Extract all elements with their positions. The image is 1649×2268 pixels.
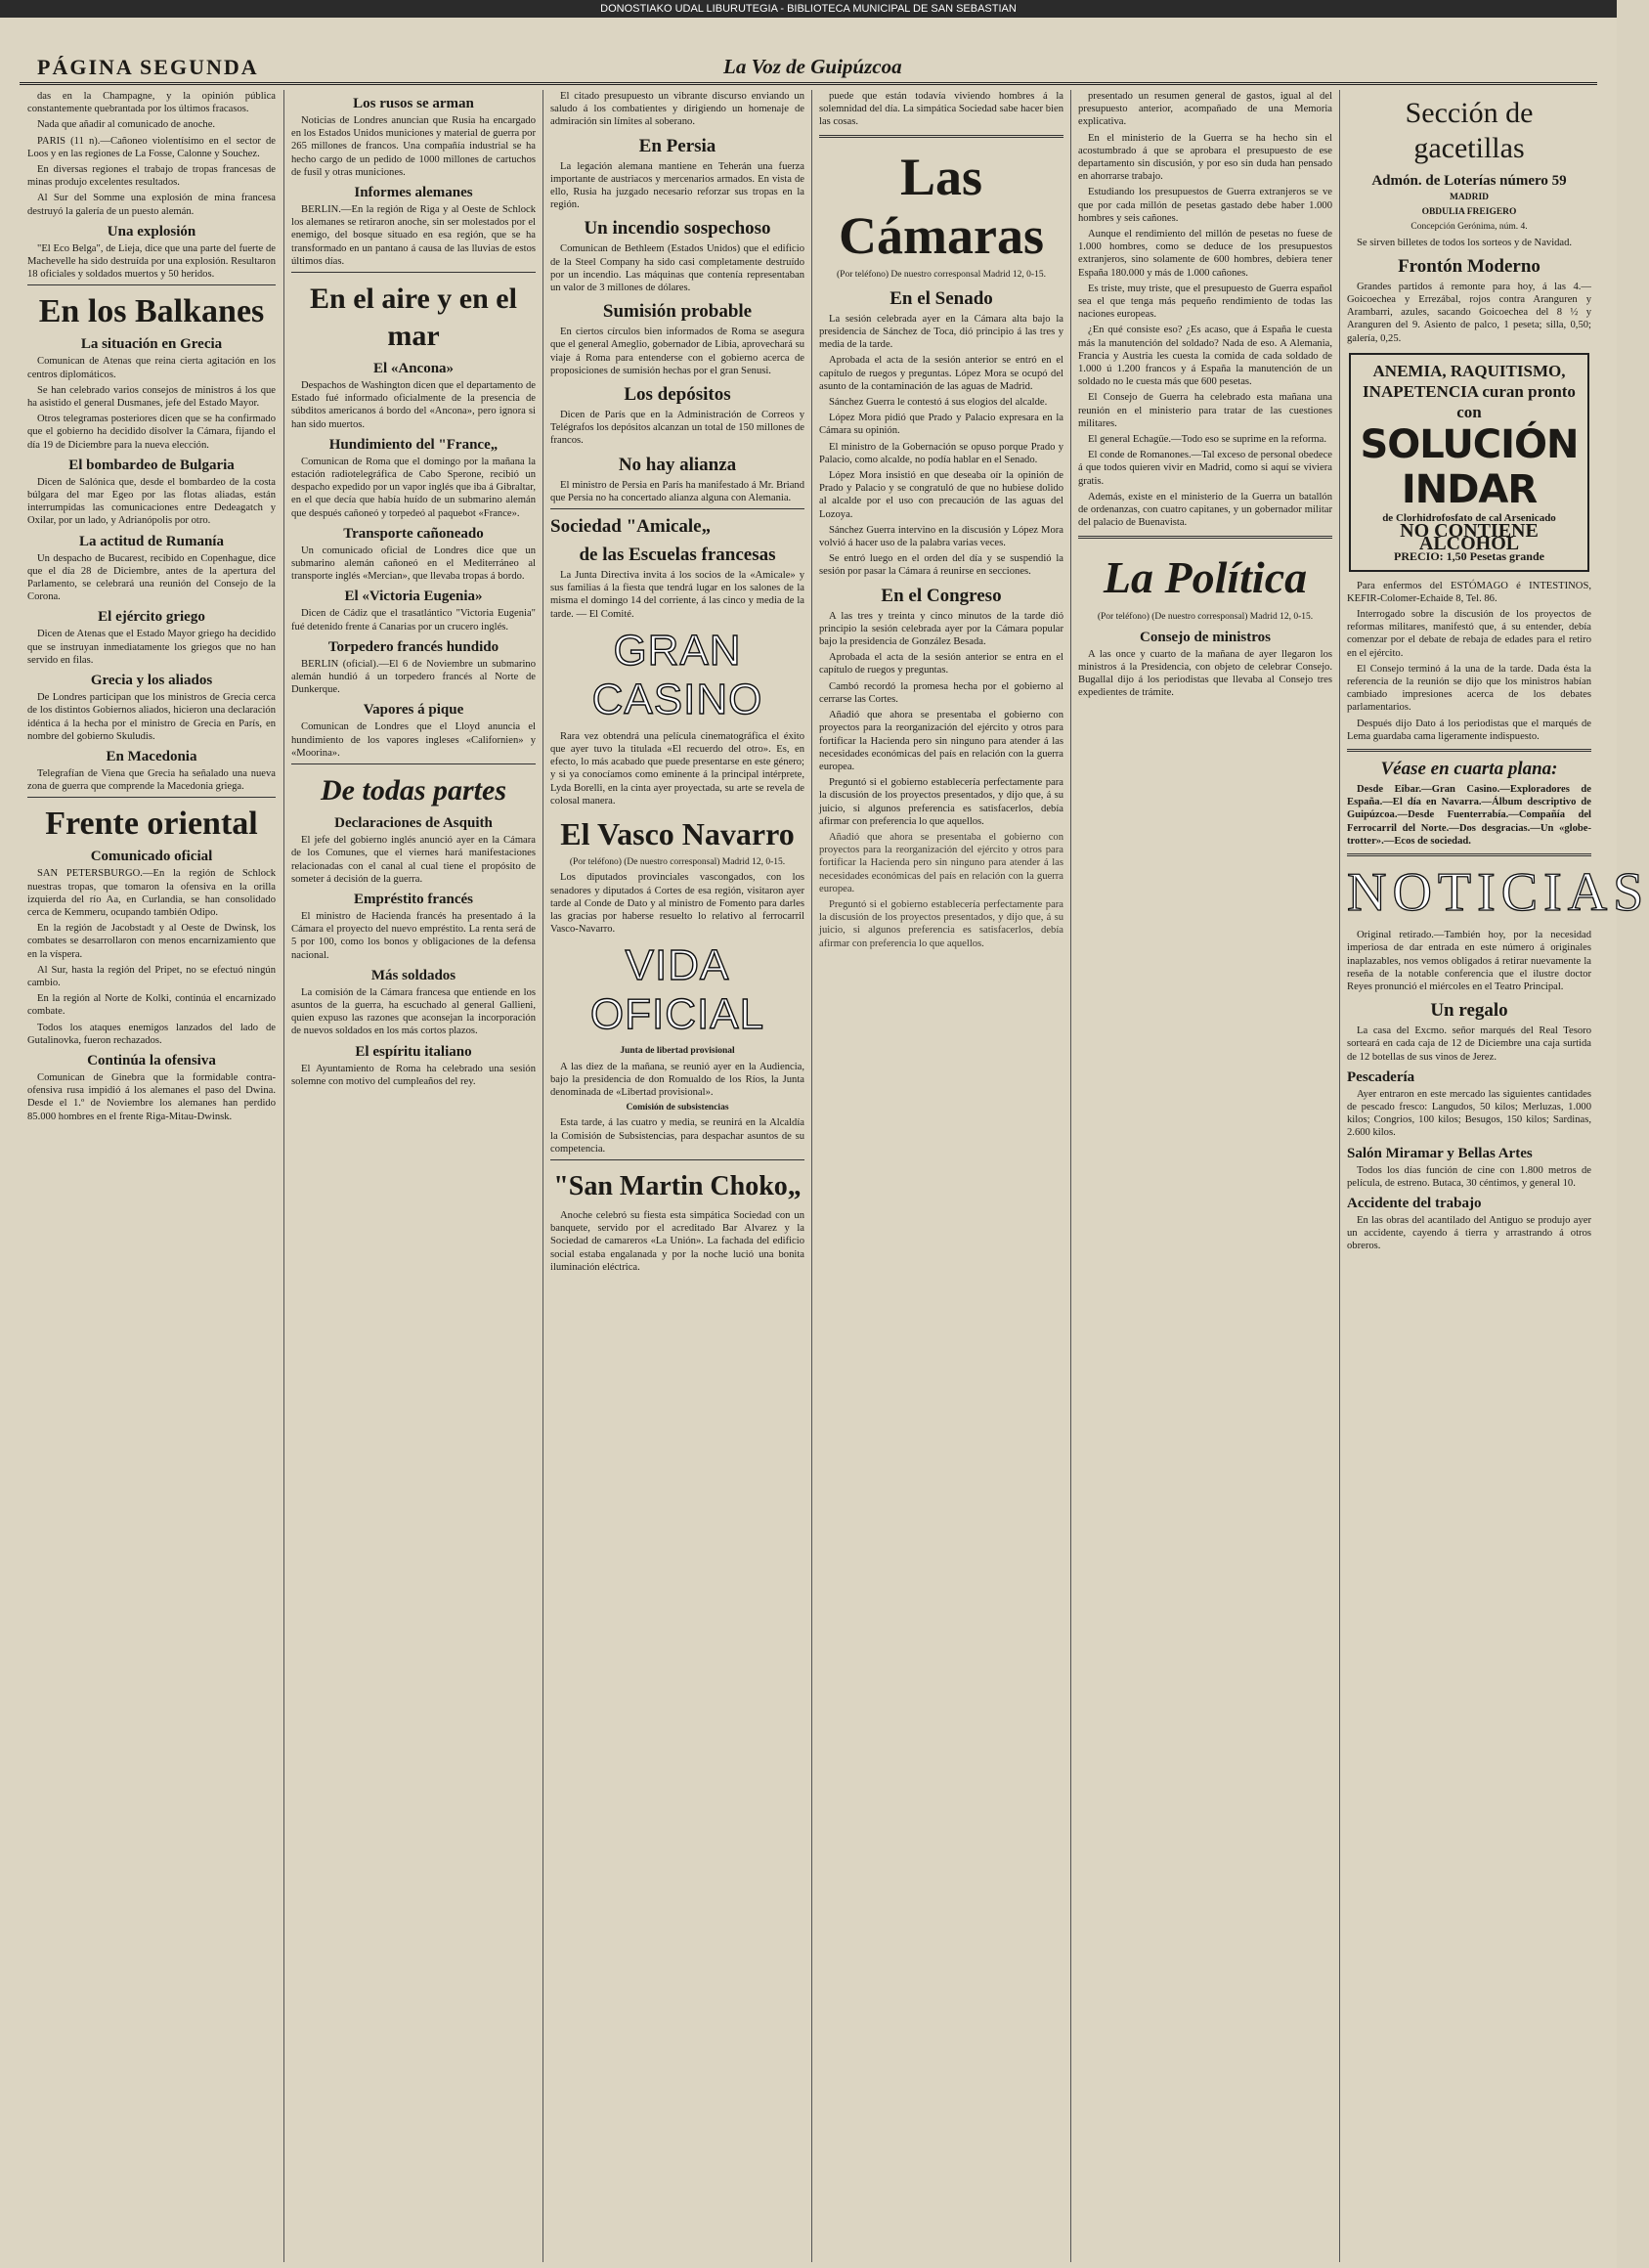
ad-price: PRECIO: 1,50 Pesetas grande — [1394, 549, 1544, 564]
article-text: Dicen de Cádiz que el trasatlántico "Victoria Eugenia" fué detenido frente á Canarias por un crucero inglés. — [291, 608, 536, 632]
headline: "San Martin Choko„ — [553, 1170, 802, 1201]
article-text: Para enfermos del ESTÓMAGO é INTESTINOS, KEFIR-Colomer-Echaide 8, Tel. 86. — [1347, 580, 1591, 604]
subheadline: Junta de libertad provisional — [620, 1046, 735, 1057]
headline: En los Balkanes — [38, 293, 265, 330]
article-text: Un comunicado oficial de Londres dice que un submarino alemán cañoneó en el Mediterráneo al transporte inglés «Mercian», que llevaba tropas á bordo. — [291, 545, 536, 583]
article-text: Un despacho de Bucarest, recibido en Copenhague, dice que el día 28 de Diciembre, antes de la apertura del Parlamento, se celebrará una reunión del Consejo de la Corona. — [27, 552, 276, 603]
article-text: SAN PETERSBURGO.—En la región de Schlock nuestras tropas, que tomaron la ofensiva en la orilla izquierda del río Aa, en Curlandia, se han consolidado cerca de Kemmeru, ocupando también Odipo. — [27, 868, 276, 918]
article-text: Se entró luego en el orden del día y se suspendió la sesión por pasar la Cámara á reunirse en secciones. — [819, 553, 1063, 578]
subheadline: Declaraciones de Asquith — [334, 815, 493, 832]
subheadline: La actitud de Rumanía — [79, 533, 224, 549]
article-text: puede que están todavía viviendo hombres á la solemnidad del día. La simpática Sociedad sabe hacer bien las cosas. — [819, 91, 1063, 128]
column-1 — [22, 90, 282, 2262]
subheadline: Hundimiento del "France„ — [328, 436, 499, 453]
article-text: Añadió que ahora se presentaba el gobierno con proyectos para la reorganización del ejército y otros para fortificar la Hacienda pero sin ninguno para atender á las necesidades económicas del país en relación con la guerra europea. — [819, 710, 1063, 772]
advertisement — [1349, 353, 1589, 572]
section-title: Sección de gacetillas — [1405, 97, 1534, 164]
article-text: Dicen de Salónica que, desde el bombardeo de la costa búlgara del mar Egeo por las flotas aliadas, están interrumpidas las comunicaciones entre Dedeagatch y Oxilar, por un lado, y Adrianópolis por otro. — [27, 476, 276, 527]
article-text: Comunican de Londres que el Lloyd anuncia el hundimiento de los vapores ingleses «Californien» y «Moorina». — [291, 721, 536, 759]
column-rule — [542, 90, 543, 2262]
subheadline: El «Ancona» — [372, 361, 455, 377]
subheadline: En Macedonia — [106, 748, 197, 764]
article-text: López Mora pidió que Prado y Palacio expresara en la Cámara su opinión. — [819, 413, 1063, 437]
article-text: Comunican de Bethleem (Estados Unidos) que el edificio de la Steel Company ha sido casi completamente destruído por un incendio. Las máquinas que contenía representaban un valor de 3 millones de dólares. — [550, 243, 804, 294]
article-text: De Londres participan que los ministros de Grecia cerca de los distintos Gobiernos aliados, hicieron una declaración idéntica á la hecha por el ministro de Grecia en París, en nombre del gobierno Skuludis. — [27, 692, 276, 742]
article-text: Sánchez Guerra intervino en la discusión y López Mora volvió á hacer uso de la palabra varias veces. — [819, 524, 1063, 549]
column-rule — [811, 90, 812, 2262]
article-text: Ayer entraron en este mercado las siguientes cantidades de pescado fresco: Langudos, 50 kilos; Merluzas, 1.000 kilos; Congrios, 100 kilos; Besugos, 150 kilos; Sardinas, 2.600 kilos. — [1347, 1088, 1591, 1139]
article-text: Al Sur del Somme una explosión de mina francesa destruyó la galería de un puesto alemán. — [27, 193, 276, 217]
article-text: Dicen de París que en la Administración de Correos y Telégrafos los depósitos alcanzan un total de 150 millones de francos. — [550, 410, 804, 447]
column-6 — [1341, 90, 1649, 2262]
article-text: La legación alemana mantiene en Teherán una fuerza importante de austriacos y mercenarios armados. En vista de ello, Rusia ha juzgado necesario reforzar sus tropas en la región. — [550, 160, 804, 211]
headline: Frente oriental — [45, 806, 258, 843]
article-text: Los diputados provinciales vascongados, con los senadores y diputados á Cortes de esa región, visitaron ayer tarde al Conde de Dato y al ministro de Fomento para darles las gracias por haberse resuelto lo relativo al ferrocarril Vasco-Navarro. — [550, 872, 804, 936]
subheadline: de las Escuelas francesas — [579, 545, 776, 566]
article-text: Esta tarde, á las cuatro y media, se reunirá en la Alcaldía la Comisión de Subsistencias, para despachar asuntos de su competencia. — [550, 1117, 804, 1155]
article-text: La comisión de la Cámara francesa que entiende en los asuntos de la guerra, ha escuchado al general Gallieni, quien expuso las razones que aconsejan la incorporación de nuevos soldados en los más cortos plazos. — [291, 986, 536, 1037]
column-2 — [285, 90, 542, 2262]
subheadline: El espíritu italiano — [355, 1043, 472, 1060]
headline: Sociedad "Amicale„ — [550, 516, 712, 538]
subheadline: Accidente del trabajo — [1347, 1195, 1482, 1211]
headline: Los depósitos — [624, 384, 731, 406]
dateline: (Por teléfono) (De nuestro corresponsal) Madrid 12, 0-15. — [1097, 611, 1314, 622]
column-4 — [813, 90, 1069, 2262]
article-text: En el ministerio de la Guerra se ha hecho sin el acostumbrado á que se aprobara el presupuesto de ese departamento sin discusión, y por eso sin duda han pensado en ahorrarse trabajo. — [1078, 132, 1332, 183]
subheadline: Consejo de ministros — [1140, 629, 1271, 645]
article-text: El Consejo de Guerra ha celebrado esta mañana una reunión en el ministerio para tratar de las cuestiones militares. — [1078, 392, 1332, 429]
subheadline: Continúa la ofensiva — [87, 1052, 216, 1069]
article-text: El general Echagüe.—Todo eso se suprime en la reforma. — [1088, 434, 1326, 446]
article-text: López Mora insistió en que deseaba oír la opinión de Prado y Palacio y se congratuló de que no hubiese dolido al alcalde por el uso con precaución de las aguas del Lozoya. — [819, 470, 1063, 520]
section-title: NOTICIAS — [1347, 862, 1649, 924]
article-text: BERLIN (oficial).—El 6 de Noviembre un submarino alemán hundió á un torpedero francés al Norte de Dunkerque. — [291, 658, 536, 696]
column-rule — [283, 90, 284, 2262]
column-rule — [1070, 90, 1071, 2262]
article-text: Comunican de Roma que el domingo por la mañana la estación radiotelegráfica de Cabo Sperone, recibió un despacho expedido por un vapor inglés que iba á Gibraltar, en el que decía que había huído de un submarino alemán que después cañoneó y torpedeó al paquebot «France». — [291, 456, 536, 519]
article-text: En la región de Jacobstadt y al Oeste de Dwinsk, los combates se desarrollaron con menos encarnizamiento que en la víspera. — [27, 923, 276, 960]
article-text: Añadió que ahora se presentaba el gobierno con proyectos para la reorganización del ejército y otros para fortificar la Hacienda pero sin ninguno para atender á las necesidades económicas del país en relación con la guerra europea. — [819, 831, 1063, 894]
article-text: Comunican de Atenas que reina cierta agitación en los centros diplomáticos. — [27, 356, 276, 380]
article-text: En las obras del acantilado del Antiguo se produjo ayer un accidente, cayendo á tierra y arrastrando á otros obreros. — [1347, 1214, 1591, 1252]
column-3 — [544, 90, 810, 2262]
library-banner: DONOSTIAKO UDAL LIBURUTEGIA - BIBLIOTECA MUNICIPAL DE SAN SEBASTIAN — [0, 0, 1617, 18]
article-text: El jefe del gobierno inglés anunció ayer en la Cámara de los Comunes, que el viernes hará manifestaciones relacionadas con el canal al cual tiene el propósito de someter á decisión de la guerra. — [291, 835, 536, 885]
headline: Una explosión — [107, 223, 196, 240]
paper-name: La Voz de Guipúzcoa — [723, 55, 902, 78]
article-text: Sánchez Guerra le contestó á sus elogios del alcalde. — [829, 397, 1048, 409]
article-text: El ministro de Hacienda francés ha presentado á la Cámara el proyecto del nuevo empréstito. La renta será de 5 por 100, como los bonos y obligaciones de la defensa nacional. — [291, 910, 536, 961]
article-text: El ministro de la Gobernación se opuso porque Prado y Palacio, como alcalde, no podía hablar en el Senado. — [819, 441, 1063, 465]
headline: El Vasco Navarro — [560, 816, 795, 852]
ad-line: NO CONTIENE ALCOHOL — [1400, 520, 1539, 555]
subheadline: En el Senado — [890, 287, 993, 309]
article-text: Despachos de Washington dicen que el departamento de Estado fué informado oficialmente de la presencia de súbditos americanos á bordo del «Ancona», pero ignora si han sido muertos. — [291, 380, 536, 430]
article-text: Es triste, muy triste, que el presupuesto de Guerra español sea el que tenga más pequeño rendimiento de todas las naciones europeas. — [1078, 283, 1332, 321]
article-text: Comunican de Ginebra que la formidable contra-ofensiva rusa impidió á los alemanes el paso del Dwina. Desde el 1.º de Noviembre los alemanes han perdido 85.000 hombres en el frente Riga-Mitau-Dwinsk. — [27, 1071, 276, 1122]
column-5 — [1072, 90, 1338, 2262]
subheadline: Transporte cañoneado — [343, 525, 484, 542]
article-text: PARIS (11 n).—Cañoneo violentísimo en el sector de Loos y en las regiones de La Fosse, Calonne y Souchez. — [27, 135, 276, 159]
article-text: Todos los ataques enemigos lanzados del lado de Gutalinovka, fueron rechazados. — [27, 1022, 276, 1046]
headline: No hay alianza — [618, 454, 737, 475]
headline: Sumisión probable — [602, 301, 753, 323]
article-text: La casa del Excmo. señor marqués del Real Tesoro sorteará en cada caja de 12 de Diciembre una caja surtida de 12 botellas de sus vinos de Jerez. — [1347, 1025, 1591, 1063]
article-text: Telegrafían de Viena que Grecia ha señalado una nueva zona de guerra que comprende la Macedonia griega. — [27, 767, 276, 793]
subheadline: Vapores á pique — [363, 702, 464, 719]
article-text: Preguntó si el gobierno establecería perfectamente para la discusión de los proyectos presentados, y dijo que, á su juicio, si algunos preferencia es satisfacerlos, debía afirmar con preferencia lo que aquellos. — [819, 777, 1063, 827]
ad-line: de Clorhidrofosfato de cal Arsenicado — [1382, 511, 1556, 524]
article-text: En diversas regiones el trabajo de tropas francesas de minas produjo excelentes resultados. — [27, 164, 276, 189]
headline: Frontón Moderno — [1398, 255, 1541, 277]
article-text: Otros telegramas posteriores dicen que se ha confirmado que el gobierno ha decidido disolver la Cámara, fijando el día 19 de Diciembre para la nueva elección. — [27, 414, 276, 451]
address: Concepción Gerónima, núm. 4. — [1410, 222, 1528, 233]
subheadline: En el Congreso — [881, 585, 1002, 606]
article-text: A las diez de la mañana, se reunió ayer en la Audiencia, bajo la presidencia de don Romualdo de los Ríos, la Junta denominada de «Libertad provisional». — [550, 1061, 804, 1098]
subheadline: El «Victoria Eugenia» — [344, 589, 483, 605]
article-text: Además, existe en el ministerio de la Guerra un batallón de ordenanzas, con cuatro capitanes, y un gobernador militar del palacio de Buenavista. — [1078, 491, 1332, 529]
headline: Un incendio sospechoso — [584, 218, 771, 240]
article-text: Cambó recordó la promesa hecha por el gobierno al cerrarse las Cortes. — [819, 680, 1063, 705]
article-text: El citado presupuesto un vibrante discurso enviando un saludo á los combatientes y dirigiendo un homenaje de admiración sin límites al soberano. — [550, 91, 804, 128]
dateline: (Por teléfono) (De nuestro corresponsal) Madrid 12, 0-15. — [569, 857, 786, 868]
headline: Admón. de Loterías número 59 — [1371, 173, 1567, 189]
subheadline: El ejército griego — [98, 609, 205, 626]
article-text: A las tres y treinta y cinco minutos de la tarde dió principio la sesión celebrada ayer por la Cámara popular bajo la presidencia de González Besada. — [819, 610, 1063, 648]
subheadline: El bombardeo de Bulgaria — [68, 457, 235, 473]
article-text: Dicen de Atenas que el Estado Mayor griego ha decidido que se instruyan inmediatamente los griegos que no han servido en filas. — [27, 629, 276, 666]
ad-product: SOLUCIÓN INDAR — [1360, 421, 1579, 512]
article-text: El conde de Romanones.—Tal exceso de personal obedece á que todos quieren vivir en Madrid, como si aquí se viviera gratis. — [1078, 450, 1332, 487]
ad-line: ANEMIA, RAQUITISMO, INAPETENCIA curan pronto con — [1363, 361, 1576, 421]
subheadline: Empréstito francés — [353, 891, 474, 907]
article-text: Original retirado.—También hoy, por la necesidad imperiosa de dar entrada en este número á originales inaplazables, nos vemos obligados á retirar nuevamente la reseña de la notable conferencia que el ilustre doctor Reyes pronunció el miércoles en el Teatro Principal. — [1347, 930, 1591, 992]
article-text: BERLIN.—En la región de Riga y al Oeste de Schlock los alemanes se retiraron anoche, sin ser molestados por el enemigo, del bosque situado en esa región, que se ha transformado en un pantano á causa de las lluvias de estos últimos días. — [291, 204, 536, 267]
page-label: PÁGINA SEGUNDA — [37, 55, 259, 79]
article-text: Anoche celebró su fiesta esta simpática Sociedad con un banquete, servido por el acreditado Bar Alvarez y la Sociedad de camareros «La Unión». La fachada del edificio social estaba engalanada y por la noche lució una bonita iluminación eléctrica. — [550, 1209, 804, 1273]
headline: En el aire y en el mar — [310, 283, 517, 353]
headline: Las Cámaras — [839, 147, 1044, 265]
article-text: Al Sur, hasta la región del Pripet, no se efectuó ningún cambio. — [27, 964, 276, 988]
article-text: Se sirven billetes de todos los sorteos y de Navidad. — [1357, 237, 1573, 248]
dateline: (Por teléfono) De nuestro corresponsal Madrid 12, 0-15. — [837, 269, 1046, 280]
headline: Véase en cuarta plana: — [1380, 759, 1558, 780]
article-text: La sesión celebrada ayer en la Cámara alta bajo la presidencia de Sánchez de Toca, dió principio á las tres y media de la tarde. — [819, 313, 1063, 351]
article-text: Después dijo Dato á los periodistas que el marqués de Lema guardaba cama ligeramente indispuesto. — [1347, 718, 1591, 742]
article-text: Se han celebrado varios consejos de ministros á los que ha asistido el general Dusmanes, jefe del Estado Mayor. — [27, 384, 276, 410]
article-text: El Ayuntamiento de Roma ha celebrado una sesión solemne con motivo del cumpleaños del rey. — [291, 1063, 536, 1087]
article-text: La Junta Directiva invita á los socios de la «Amicale» y sus familias á la fiesta que tendrá lugar en los salones de la misma el domingo 14 del corriente, á las cinco y media de la tarde. — El Comité. — [550, 570, 804, 620]
subheadline: Comunicado oficial — [90, 849, 213, 865]
subheadline: Más soldados — [370, 967, 456, 983]
article-text: Estudiando los presupuestos de Guerra extranjeros se ve que por cada millón de pesetas gastado debe haber 1.000 hombres y seis cañones. — [1078, 187, 1332, 224]
article-text: Aprobada el acta de la sesión anterior se entró en el capítulo de ruegos y preguntas. López Mora se ocupó del asunto de la contaminación de las aguas de Madrid. — [819, 355, 1063, 392]
article-text: Interrogado sobre la discusión de los proyectos de reformas militares, manifestó que, á su entender, debía comenzar por el debate de rebaja de edades para el retiro en el ejército. — [1347, 609, 1591, 659]
article-text: ¿En qué consiste eso? ¿Es acaso, que á España le cuesta más la manutención del soldado? Nada de eso. A Alemania, Francia y Austria les cuesta la comida de cada soldado de 1.000 ú 1.200 francos y á España la manutención de un soldado no le cuesta más que 600 pesetas. — [1078, 325, 1332, 388]
subheadline: Grecia y los aliados — [90, 673, 213, 689]
headline: De todas partes — [321, 774, 506, 807]
article-text: Aprobada el acta de la sesión anterior se entra en el capítulo de ruegos y preguntas. — [819, 652, 1063, 676]
article-text: Rara vez obtendrá una película cinematográfica el éxito que ayer tuvo la titulada «El recuerdo del otro». Es, en efecto, lo más acabado que puede presentarse en este género; y si ya conocíamos como eminente á la principal intérprete, Lyda Borelli, en la cinta ayer proyectada, su arte se revela de colosal manera. — [550, 730, 804, 807]
subheadline: Comisión de subsistencias — [626, 1103, 729, 1113]
headline: GRAN CASINO — [591, 626, 763, 723]
article-text: "El Eco Belga", de Lieja, dice que una parte del fuerte de Machevelle ha sido destruída por una explosión. Resultaron 18 oficiales y soldados muertos y 50 heridos. — [27, 242, 276, 281]
subheadline: Pescadería — [1347, 1069, 1415, 1085]
article-text: El ministro de Persia en París ha manifestado á Mr. Briand que Persia no ha concertado alianza alguna con Alemania. — [550, 479, 804, 503]
article-text: Noticias de Londres anuncian que Rusia ha encargado en los Estados Unidos municiones y material de guerra por 265 millones de francos. Una compañía industrial se ha hecho cargo de un pedido de 1000 millones de cartuchos de fusil y otras municiones. — [291, 115, 536, 178]
article-text: En la región al Norte de Kolki, continúa el encarnizado combate. — [27, 993, 276, 1018]
article-text: A las once y cuarto de la mañana de ayer llegaron los ministros á la Presidencia, con objeto de celebrar Consejo. Bugallal dijo á los periodistas que llevaba al Consejo tres expedientes de trámite. — [1078, 648, 1332, 699]
headline: VIDA OFICIAL — [589, 941, 765, 1039]
subheadline: Salón Miramar y Bellas Artes — [1347, 1145, 1533, 1161]
article-text: Preguntó si el gobierno establecería perfectamente para la discusión de los proyectos presentados, y dijo que, á su juicio, si algunos preferencia es satisfacerlos, debía afirmar con preferencia lo que aquellos. — [819, 898, 1063, 949]
headline: En Persia — [638, 135, 716, 156]
headline: Informes alemanes — [354, 185, 473, 201]
article-text: presentado un resumen general de gastos, igual al del presupuesto anterior, acompañado de una Memoria explicativa. — [1078, 91, 1332, 128]
article-text: das en la Champagne, y la opinión pública constantemente quebrantada por los últimos fracasos. — [27, 91, 276, 115]
article-text: Nada que añadir al comunicado de anoche. — [37, 119, 216, 131]
subheadline: La situación en Grecia — [80, 336, 223, 353]
article-text: En ciertos círculos bien informados de Roma se asegura que el general Ameglio, gobernador de Libia, aprovechará su viaje á Roma para entenderse con el gobierno acerca de proposiciones de sumisión hechas por el gran Senusi. — [550, 327, 804, 376]
article-text: Desde Eibar.—Gran Casino.—Exploradores de España.—El día en Navarra.—Álbum descriptivo de Guipúzcoa.—Desde Fuenterrabía.—Compañía del Ferrocarril del Norte.—Dos desgracias.—Un «globe-trotter».—Ecos de sociedad. — [1347, 784, 1591, 847]
headline: Un regalo — [1430, 1000, 1508, 1022]
page-header — [20, 49, 1597, 85]
headline: La Política — [1103, 551, 1308, 602]
article-text: Todos los días función de cine con 1.800 metros de película, de estreno. Butaca, 30 céntimos, y general 10. — [1347, 1164, 1591, 1189]
headline: Los rusos se arman — [353, 96, 474, 111]
article-text: Aunque el rendimiento del millón de pesetas no fuese de 1.000 hombres, como se deduce de los presupuestos extranjeros, sino solamente de 600 hombres, debiera tener España 180.000 y más de 1.000 cañones. — [1078, 229, 1332, 279]
article-text: El Consejo terminó á la una de la tarde. Dada ésta la referencia de la reunión se dijo que los ministros habían cambiado impresiones acerca de los debates parlamentarios. — [1347, 663, 1591, 714]
owner: OBDULIA FREIGERO — [1421, 207, 1517, 218]
column-rule — [1339, 90, 1340, 2262]
city: MADRID — [1449, 193, 1490, 202]
article-text: Grandes partidos á remonte para hoy, á las 4.—Goicoechea y Errezábal, rojos contra Aranguren y Arambarri, azules, sacando Goicoechea del 8 ½ y Aranguren del 9. Asiento de palco, 1 peseta; silla, 0,50; galería, 0,25. — [1347, 281, 1591, 344]
subheadline: Torpedero francés hundido — [327, 638, 499, 655]
